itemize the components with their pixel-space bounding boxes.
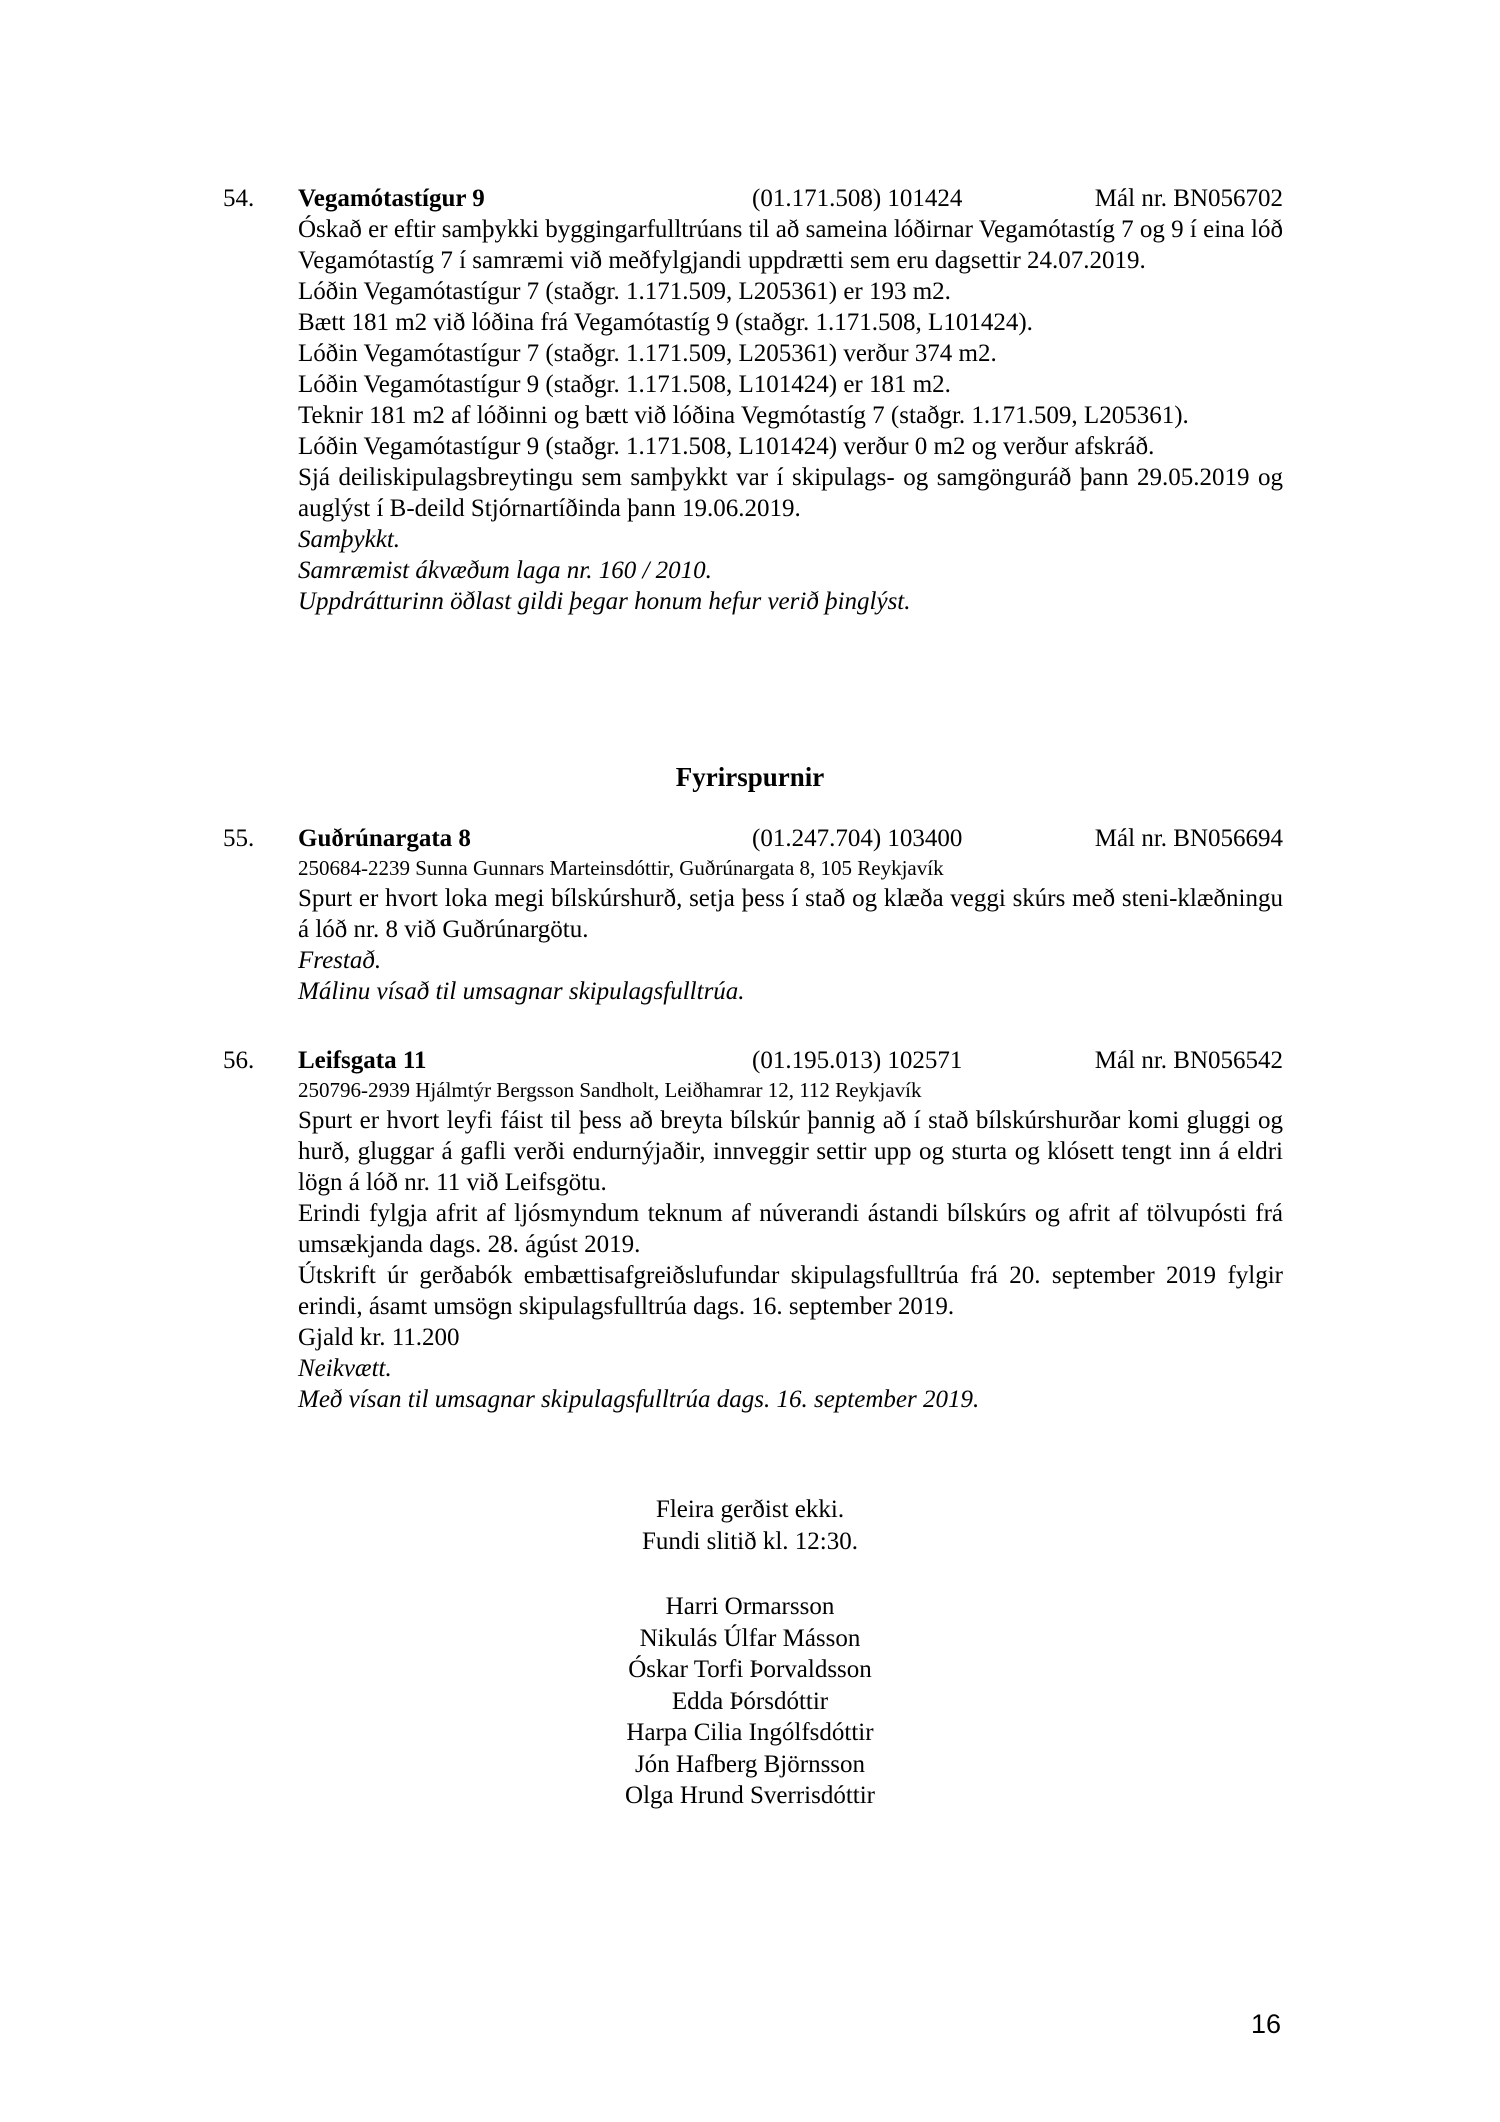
item-address: Vegamótastígur 9 [298,185,485,212]
agenda-item-55 [223,823,1283,1007]
item-line: Lóðin Vegamótastígur 9 (staðgr. 1.171.508, L101424) er 181 m2. [298,371,951,398]
agenda-item-54 [223,183,1283,617]
item-line: Lóðin Vegamótastígur 7 (staðgr. 1.171.509, L205361) verður 374 m2. [298,340,997,367]
item-paragraph: Teknir 181 m2 af lóðinni og bætt við lóðina Vegmótastíg 7 (staðgr. 1.171.509, L205361). [298,402,1189,429]
item-reference: (01.171.508) 101424 [752,185,963,212]
item-note: Málinu vísað til umsagnar skipulagsfulltrúa. [298,978,745,1005]
signatory: Olga Hrund Sverrisdóttir [625,1782,875,1809]
item-owner: 250684-2239 Sunna Gunnars Marteinsdóttir, Guðrúnargata 8, 105 Reykjavík [298,856,944,880]
section-heading: Fyrirspurnir [675,762,825,792]
item-line: Bætt 181 m2 við lóðina frá Vegamótastíg 9 (staðgr. 1.171.508, L101424). [298,309,1033,336]
item-address: Guðrúnargata 8 [298,825,471,852]
case-number: Mál nr. BN056694 [1094,825,1283,852]
signatory: Harri Ormarsson [665,1593,835,1620]
item-body [298,214,1283,617]
item-decision: Neikvætt. [298,1355,392,1382]
item-reference: (01.195.013) 102571 [752,1047,963,1074]
case-number: Mál nr. BN056702 [1094,185,1283,212]
item-decision: Samþykkt. [298,526,401,553]
item-description: Óskað er eftir samþykki byggingarfulltrúans til að sameina lóðirnar Vegamótastíg 7 og 9 í eina lóð Vegamótastíg 7 í samræmi við meðfylgjandi uppdrætti sem eru dagsettir 24.07.2019. [298,216,1283,274]
item-line: Lóðin Vegamótastígur 7 (staðgr. 1.171.509, L205361) er 193 m2. [298,278,951,305]
item-decision: Frestað. [298,947,382,974]
item-reference: (01.247.704) 103400 [752,825,963,852]
item-note: Samræmist ákvæðum laga nr. 160 / 2010. [298,557,712,584]
item-header [223,1045,1283,1076]
item-fee: Gjald kr. 11.200 [298,1324,460,1351]
item-paragraph: Sjá deiliskipulagsbreytingu sem samþykkt var í skipulags- og samgönguráð þann 29.05.2019 og auglýst í B-deild Stjórnartíðinda þann 19.06.2019. [298,464,1283,522]
closing-line: Fundi slitið kl. 12:30. [641,1527,858,1555]
case-number: Mál nr. BN056542 [1094,1047,1283,1074]
item-description: Spurt er hvort leyfi fáist til þess að breyta bílskúr þannig að í stað bílskúrshurðar komi gluggi og hurð, gluggar á gafli verði endurnýjaðir, innveggir settir upp og sturta og klósett tengt inn á eldri lögn á lóð nr. 11 við Leifsgötu. [298,1107,1283,1196]
signatory: Edda Þórsdóttir [671,1687,829,1715]
item-body [298,1076,1283,1415]
item-description: Spurt er hvort loka megi bílskúrshurð, setja þess í stað og klæða veggi skúrs með steni-klæðningu á lóð nr. 8 við Guðrúnargötu. [298,885,1283,943]
spacer [0,1557,1500,1591]
closing-line: Fleira gerðist ekki. [655,1496,845,1523]
item-number: 56. [223,1047,255,1074]
page-number: 16 [1250,2009,1281,2039]
signatory: Nikulás Úlfar Másson [639,1624,861,1652]
item-owner: 250796-2939 Hjálmtýr Bergsson Sandholt, Leiðhamrar 12, 112 Reykjavík [298,1078,922,1102]
item-body [298,854,1283,1007]
item-note: Með vísan til umsagnar skipulagsfulltrúa dags. 16. september 2019. [298,1386,980,1413]
item-header [223,823,1283,854]
item-line: Lóðin Vegamótastígur 9 (staðgr. 1.171.508, L101424) verður 0 m2 og verður afskráð. [298,433,1155,460]
item-paragraph: Erindi fylgja afrit af ljósmyndum teknum af núverandi ástandi bílskúrs og afrit af tölvupósti frá umsækjanda dags. 28. ágúst 2019. [298,1200,1283,1258]
signatory: Harpa Cilia Ingólfsdóttir [626,1719,874,1746]
item-number: 55. [223,825,255,852]
item-number: 54. [223,185,255,212]
signatory: Óskar Torfi Þorvaldsson [628,1656,872,1683]
meeting-closing [0,1494,1500,1812]
item-address: Leifsgata 11 [298,1047,427,1074]
signatory: Jón Hafberg Björnsson [634,1750,866,1778]
agenda-item-56 [223,1045,1283,1415]
item-paragraph: Útskrift úr gerðabók embættisafgreiðslufundar skipulagsfulltrúa frá 20. september 2019 fylgir erindi, ásamt umsögn skipulagsfulltrúa dags. 16. september 2019. [298,1262,1283,1320]
item-header [223,183,1283,214]
item-note: Uppdrátturinn öðlast gildi þegar honum hefur verið þinglýst. [298,588,911,615]
